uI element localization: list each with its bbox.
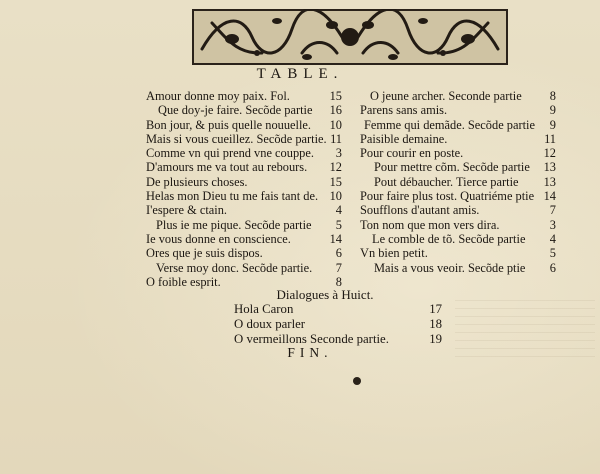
entry-title: Parens sans amis. (360, 103, 448, 118)
index-entry (146, 146, 342, 160)
index-entry (146, 103, 342, 117)
entry-title: Mais a vous veoir. Secõde ptie (374, 260, 526, 275)
entry-page-number: 10 (329, 117, 342, 132)
entry-page-number: 13 (543, 174, 556, 189)
entry-page-number: 13 (543, 160, 556, 175)
entry-page-number: 15 (329, 174, 342, 189)
index-entry (146, 203, 342, 217)
entry-title: I'espere & ctain. (146, 203, 228, 218)
entry-page-number: 11 (330, 131, 342, 146)
entry-title: Ie vous donne en conscience. (146, 231, 291, 246)
left-index-column (146, 89, 342, 289)
entry-title: D'amours me va tout au rebours. (146, 160, 308, 175)
entry-page-number: 15 (329, 89, 342, 103)
index-entry (146, 132, 342, 146)
entry-page-number: 6 (549, 260, 556, 275)
entry-page-number: 12 (543, 146, 556, 161)
index-entry (360, 232, 556, 246)
entry-title: O jeune archer. Seconde partie (370, 89, 522, 103)
entry-page-number: 5 (549, 246, 556, 261)
index-entry (146, 189, 342, 203)
entry-title: Soufflons d'autant amis. (360, 203, 480, 218)
floral-ornament-icon (192, 9, 508, 65)
index-entry (360, 89, 556, 103)
entry-title: Comme vn qui prend vne couppe. (146, 146, 314, 161)
entry-page-number: 14 (543, 189, 556, 204)
entry-page-number: 16 (329, 103, 342, 118)
index-entry (146, 89, 342, 103)
dot-fleuron-icon (353, 377, 361, 385)
entry-page-number: 10 (329, 189, 342, 204)
dialogue-entry (234, 317, 442, 332)
entry-page-number: 6 (335, 246, 342, 261)
entry-page-number: 4 (335, 203, 342, 218)
index-entry (360, 175, 556, 189)
entry-title: O vermeillons Seconde partie. (234, 332, 389, 346)
index-entry (360, 132, 556, 146)
entry-page-number: 9 (549, 103, 556, 118)
entry-page-number: 14 (329, 231, 342, 246)
entry-title: Paisible demaine. (360, 131, 448, 146)
index-entry (146, 175, 342, 189)
entry-title: Le comble de tõ. Secõde partie (372, 231, 526, 246)
entry-page-number: 8 (549, 89, 556, 103)
entry-title: De plusieurs choses. (146, 174, 248, 189)
entry-title: Que doy-je faire. Secõde partie (158, 103, 313, 118)
dialogues-heading: Dialogues à Huict. (276, 287, 374, 302)
index-entry (146, 246, 342, 260)
index-entry (146, 160, 342, 174)
index-entry (146, 218, 342, 232)
index-entry (360, 246, 556, 260)
page-title: TABLE. (256, 66, 344, 82)
right-index-column (360, 89, 556, 275)
entry-page-number: 7 (335, 260, 342, 275)
entry-title: Amour donne moy paix. Fol. (146, 89, 290, 103)
entry-page-number: 7 (549, 203, 556, 218)
entry-title: Ores que je suis dispos. (146, 246, 263, 261)
index-entry (360, 160, 556, 174)
index-entry (360, 146, 556, 160)
index-entry (360, 103, 556, 117)
entry-page-number: 18 (429, 317, 442, 331)
entry-title: Mais si vous cueillez. Secõde partie. (146, 131, 327, 146)
entry-title: Helas mon Dieu tu me fais tant de. (146, 189, 319, 204)
entry-title: Bon jour, & puis quelle nouuelle. (146, 117, 312, 132)
entry-title: Pout débaucher. Tierce partie (374, 174, 519, 189)
entry-title: O foible esprit. (146, 274, 221, 289)
entry-page-number: 17 (429, 302, 442, 316)
entry-title: Pour courir en poste. (360, 146, 464, 161)
entry-title: Verse moy donc. Secõde partie. (156, 260, 313, 275)
entry-page-number: 4 (549, 231, 556, 246)
entry-title: Hola Caron (234, 302, 294, 316)
index-entry (360, 118, 556, 132)
index-entry (146, 118, 342, 132)
entry-title: Vn bien petit. (360, 246, 428, 261)
dialogue-entry (234, 302, 442, 317)
entry-title: Ton nom que mon vers dira. (360, 217, 500, 232)
entry-title: Pour mettre cõm. Secõde partie (374, 160, 530, 175)
index-entry (360, 189, 556, 203)
index-entry (360, 218, 556, 232)
dialogues-list (234, 302, 442, 347)
entry-page-number: 5 (335, 217, 342, 232)
entry-page-number: 9 (549, 117, 556, 132)
entry-title: O doux parler (234, 317, 306, 331)
index-entry (360, 203, 556, 217)
entry-page-number: 19 (429, 332, 442, 346)
entry-page-number: 8 (335, 274, 342, 289)
entry-page-number: 11 (544, 131, 556, 146)
entry-title: Plus ie me pique. Secõde partie (156, 217, 312, 232)
index-entry (146, 261, 342, 275)
fin-label: FIN. (287, 345, 333, 360)
index-entry (146, 232, 342, 246)
entry-title: Pour faire plus tost. Quatriéme ptie (360, 189, 535, 204)
entry-page-number: 12 (329, 160, 342, 175)
entry-page-number: 3 (335, 146, 342, 161)
entry-page-number: 3 (549, 217, 556, 232)
entry-title: Femme qui demãde. Secõde partie (364, 117, 536, 132)
index-entry (360, 261, 556, 275)
